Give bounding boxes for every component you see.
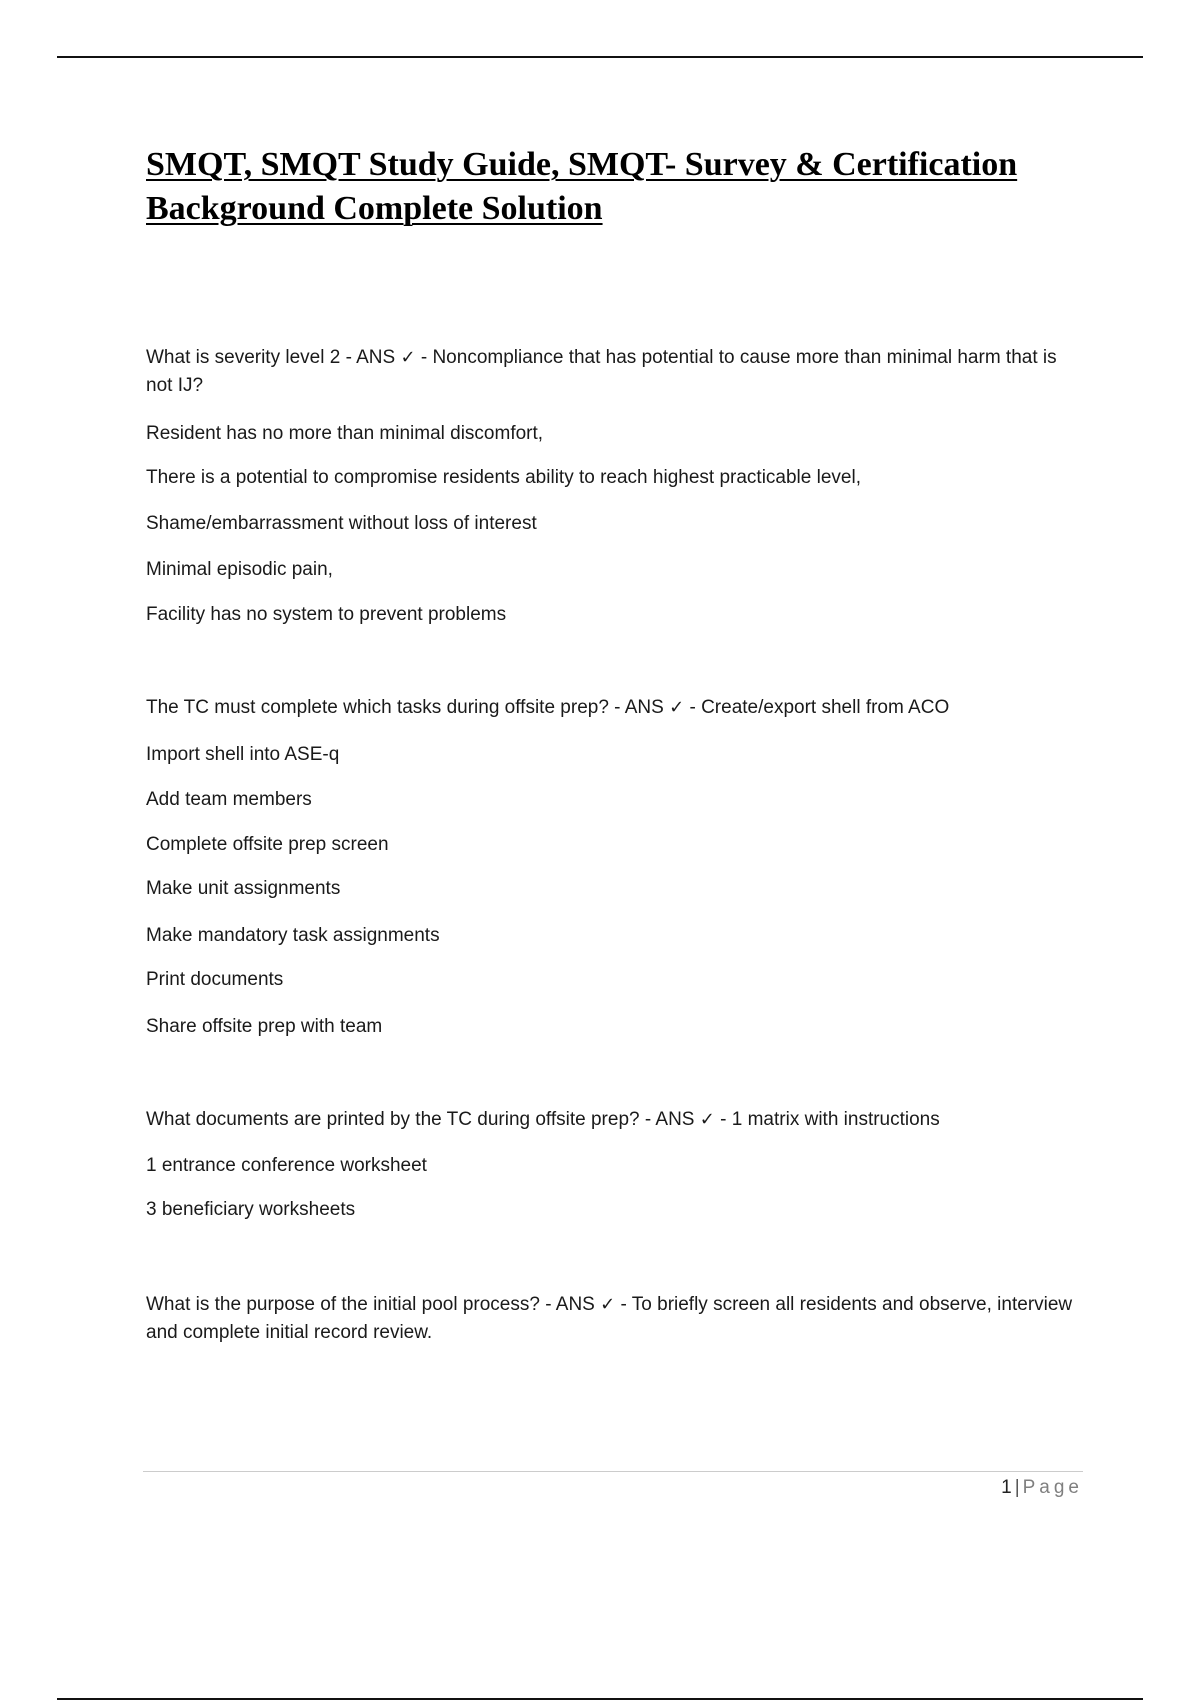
answer-line: Resident has no more than minimal discomfort, — [146, 423, 544, 444]
checkmark-icon: ✓ — [669, 697, 685, 718]
qa-item-2-question: The TC must complete which tasks during offsite prep? - ANS ✓ - Create/export shell from ACO — [146, 697, 950, 718]
footer-rule — [143, 1471, 1083, 1472]
page-footer — [1001, 1474, 1083, 1502]
checkmark-icon: ✓ — [699, 1109, 715, 1130]
answer-line: Make mandatory task assignments — [146, 925, 440, 946]
answer-line: Add team members — [146, 789, 312, 810]
page-label: Page — [1022, 1477, 1083, 1498]
page-number: 1 — [1001, 1477, 1012, 1498]
answer-line: Shame/embarrassment without loss of interest — [146, 513, 537, 534]
answer-line: Facility has no system to prevent problems — [146, 604, 507, 625]
qa-item-1-question: What is severity level 2 - ANS ✓ - Noncompliance that has potential to cause more than minimal harm that is not IJ? — [146, 347, 1057, 396]
checkmark-icon: ✓ — [400, 347, 416, 368]
answer-line: Print documents — [146, 969, 284, 990]
top-rule — [57, 56, 1143, 58]
answer-line: Minimal episodic pain, — [146, 559, 333, 580]
answer-line: Complete offsite prep screen — [146, 834, 389, 855]
answer-line: There is a potential to compromise residents ability to reach highest practicable level, — [146, 467, 861, 488]
footer-separator: | — [1014, 1477, 1020, 1498]
document-title: SMQT, SMQT Study Guide, SMQT- Survey & Certification Background Complete Solution — [146, 146, 1018, 227]
checkmark-icon: ✓ — [600, 1294, 616, 1315]
answer-line: Make unit assignments — [146, 878, 341, 899]
qa-item-4-question: What is the purpose of the initial pool process? - ANS ✓ - To briefly screen all residents and observe, interview and complete initial record review. — [146, 1294, 1073, 1343]
answer-line: Import shell into ASE-q — [146, 744, 340, 765]
answer-line: 1 entrance conference worksheet — [146, 1155, 427, 1176]
qa-item-3-question: What documents are printed by the TC during offsite prep? - ANS ✓ - 1 matrix with instructions — [146, 1109, 940, 1130]
answer-line: 3 beneficiary worksheets — [146, 1199, 356, 1220]
answer-line: Share offsite prep with team — [146, 1016, 383, 1037]
